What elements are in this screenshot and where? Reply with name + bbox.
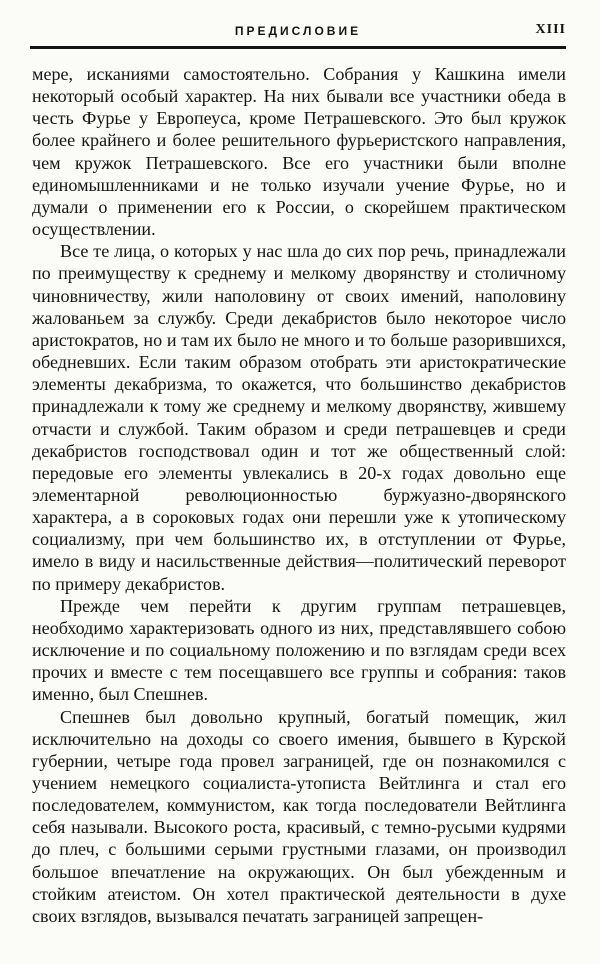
body-text: [32, 63, 566, 927]
running-title: ПРЕДИСЛОВИЕ: [234, 24, 362, 38]
paragraph-4: Спешнев был довольно крупный, богатый помещик, жил исключительно на доходы со своего имения, бывшего в Курской губернии, четыре года провел заграницей, где он познакомился с учением немецкого социалиста-утописта Вейтлинга и стал его последователем, коммунистом, как тогда последователи Вейтлинга себя называли. Высокого роста, красивый, с темно-русыми кудрями до плеч, с большими серыми грустными глазами, он производил большое впечатление на окружающих. Он был убежденным и стойким атеистом. Он хотел практической деятельности в духе своих взглядов, вызывался печатать заграницей запрещен-: [32, 706, 566, 926]
page-number: XIII: [535, 22, 566, 37]
paragraph-1: мере, исканиями самостоятельно. Собрания у Кашкина имели некоторый особый характер. На них бывали все участники обеда в честь Фурье у Европеуса, кроме Петрашевского. Это был кружок более крайнего и более решительного фурьеристского направления, чем кружок Петрашевского. Все его участники были вполне единомышленниками и не только изучали учение Фурье, но и думали о применении его к России, о скорейшем практическом осуществлении.: [32, 64, 566, 240]
paragraph-2: Все те лица, о которых у нас шла до сих пор речь, принадлежали по преимуществу к среднему и мелкому дворянству и столичному чиновничеству, жили наполовину от своих имений, наполовину жалованьем за службу. Среди декабристов было некоторое число аристократов, но и там их было не много и то больше разорившихся, обедневших. Если таким образом отобрать эти аристократические элементы декабризма, то окажется, что большинство декабристов принадлежали к тому же среднему и мелкому дворянству, жившему отчасти и службой. Таким образом и среди петрашевцев и среди декабристов господствовал один и тот же общественный слой: передовые его элементы увлекались в 20-х годах довольно еще элементарной революционностью буржуазно-дворянского характера, а в сороковых годах они перешли уже к утопическому социализму, при чем большинство их, в отступлении от Фурье, имело в виду и насильственные действия—политический переворот по примеру декабристов.: [32, 241, 566, 594]
paragraph-3: Прежде чем перейти к другим группам петрашевцев, необходимо характеризовать одного из них, представлявшего собою исключение и по социальному положению и по взглядам среди всех прочих и вместе с тем посещавшего все группы и собрания: таков именно, был Спешнев.: [32, 595, 566, 705]
page-header: [30, 16, 566, 49]
